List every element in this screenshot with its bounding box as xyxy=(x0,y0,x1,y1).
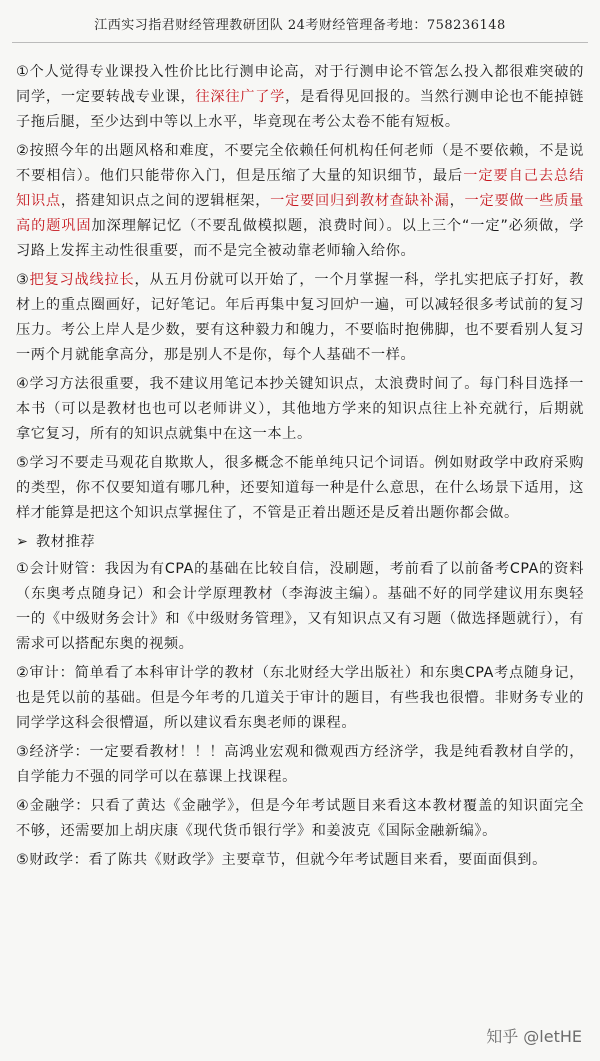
book-item: ①会计财管：我因为有CPA的基础在比较自信，没刷题，考前看了以前备考CPA的资料（东奥考点随身记）和会计学原理教材（李海波主编）。基础不好的同学建议用东奥轻一的《中级财务会计》和《中级财务管理》，又有知识点又有习题（做选择题就行），有需求可以搭配东奥的视频。 xyxy=(16,561,584,652)
book-item: ③经济学：一定要看教材！！！高鸿业宏观和微观西方经济学，我是纯看教材自学的，自学能力不强的同学可以在慕课上找课程。 xyxy=(16,744,584,785)
arrow-bullet-icon: ➢ xyxy=(16,534,29,550)
paragraph-text: ，搭建知识点之间的逻辑框架， xyxy=(60,193,271,209)
header-divider xyxy=(12,42,588,43)
tip-paragraph xyxy=(16,451,584,526)
highlight-text: 往深往广了学 xyxy=(195,89,286,105)
highlight-text: 把复习战线拉长 xyxy=(29,272,135,288)
paragraph-text: 加深理解记忆（不要乱做模拟题，浪费时间）。以上三个“一定”必须做，学习路上发挥主动性很重要，而不是完全被动靠老师输入给你。 xyxy=(16,218,584,259)
paragraph-text: ，是看得见回报的。当然行测申论也不能掉链子拖后腿，至少达到中等以上水平，毕竟现在考公太卷不能有短板。 xyxy=(16,89,584,130)
tip-paragraph xyxy=(16,60,584,135)
paragraph-text: ⑤学习不要走马观花自欺欺人，很多概念不能单纯只记个词语。例如财政学中政府采购的类型，你不仅要知道有哪几种，还要知道每一种是什么意思，在什么场景下适用，这样才能算是把这个知识点掌握住了，不管是正着出题还是反着出题你都会做。 xyxy=(16,455,584,521)
tip-paragraph xyxy=(16,268,584,368)
tip-paragraph xyxy=(16,139,584,264)
document-body xyxy=(16,60,584,877)
section-heading xyxy=(16,530,584,555)
highlight-text: 一定要回归到教材查缺补漏 xyxy=(270,193,450,209)
paragraph-text: ③ xyxy=(16,272,30,288)
book-recommendations xyxy=(16,557,584,873)
paragraph-text: ， xyxy=(449,193,465,209)
paragraph-text: ，从五月份就可以开始了，一个月掌握一科，学扎实把底子打好，教材上的重点圈画好，记好笔记。年后再集中复习回炉一遍，可以减轻很多考试前的复习压力。考公上岸人是少数，要有这种毅力和魄力，不要临时抱佛脚，也不要看别人复习一两个月就能拿高分，那是别人不是你，每个人基础不一样。 xyxy=(16,272,584,363)
highlight-text: 一定要自己去总结知识点 xyxy=(16,168,584,209)
paragraph-text: ①个人觉得专业课投入性价比比行测申论高，对于行测申论不管怎么投入都很难突破的同学，一定要转战专业课， xyxy=(16,64,584,105)
watermark: 知乎 @letHE xyxy=(486,1027,582,1046)
highlight-text: 一定要做一些质量高的题巩固 xyxy=(16,193,584,234)
paragraph-text: ④学习方法很重要，我不建议用笔记本抄关键知识点，太浪费时间了。每门科目选择一本书（可以是教材也也可以老师讲义），其他地方学来的知识点往上补充就行，后期就拿它复习，所有的知识点就集中在这一本上。 xyxy=(16,376,584,442)
paragraph-text: ②按照今年的出题风格和难度，不要完全依赖任何机构任何老师（是不要依赖，不是说不要相信）。他们只能带你入门，但是压缩了大量的知识细节，最后 xyxy=(16,143,584,184)
book-item: ②审计：简单看了本科审计学的教材（东北财经大学出版社）和东奥CPA考点随身记，也是凭以前的基础。但是今年考的几道关于审计的题目，有些我也很懵。非财务专业的同学学这科会很懵逼，所以建议看东奥老师的课程。 xyxy=(16,665,584,731)
tips-section xyxy=(16,60,584,526)
book-item: ⑤财政学：看了陈共《财政学》主要章节，但就今年考试题目来看，要面面俱到。 xyxy=(16,852,547,868)
section-title: 教材推荐 xyxy=(36,534,96,550)
tip-paragraph xyxy=(16,372,584,447)
book-item: ④金融学：只看了黄达《金融学》，但是今年考试题目来看这本教材覆盖的知识面完全不够，还需要加上胡庆康《现代货币银行学》和姜波克《国际金融新编》。 xyxy=(16,798,584,839)
page-header: 江西实习指君财经管理教研团队 24考财经管理备考地：758236148 xyxy=(94,18,506,33)
